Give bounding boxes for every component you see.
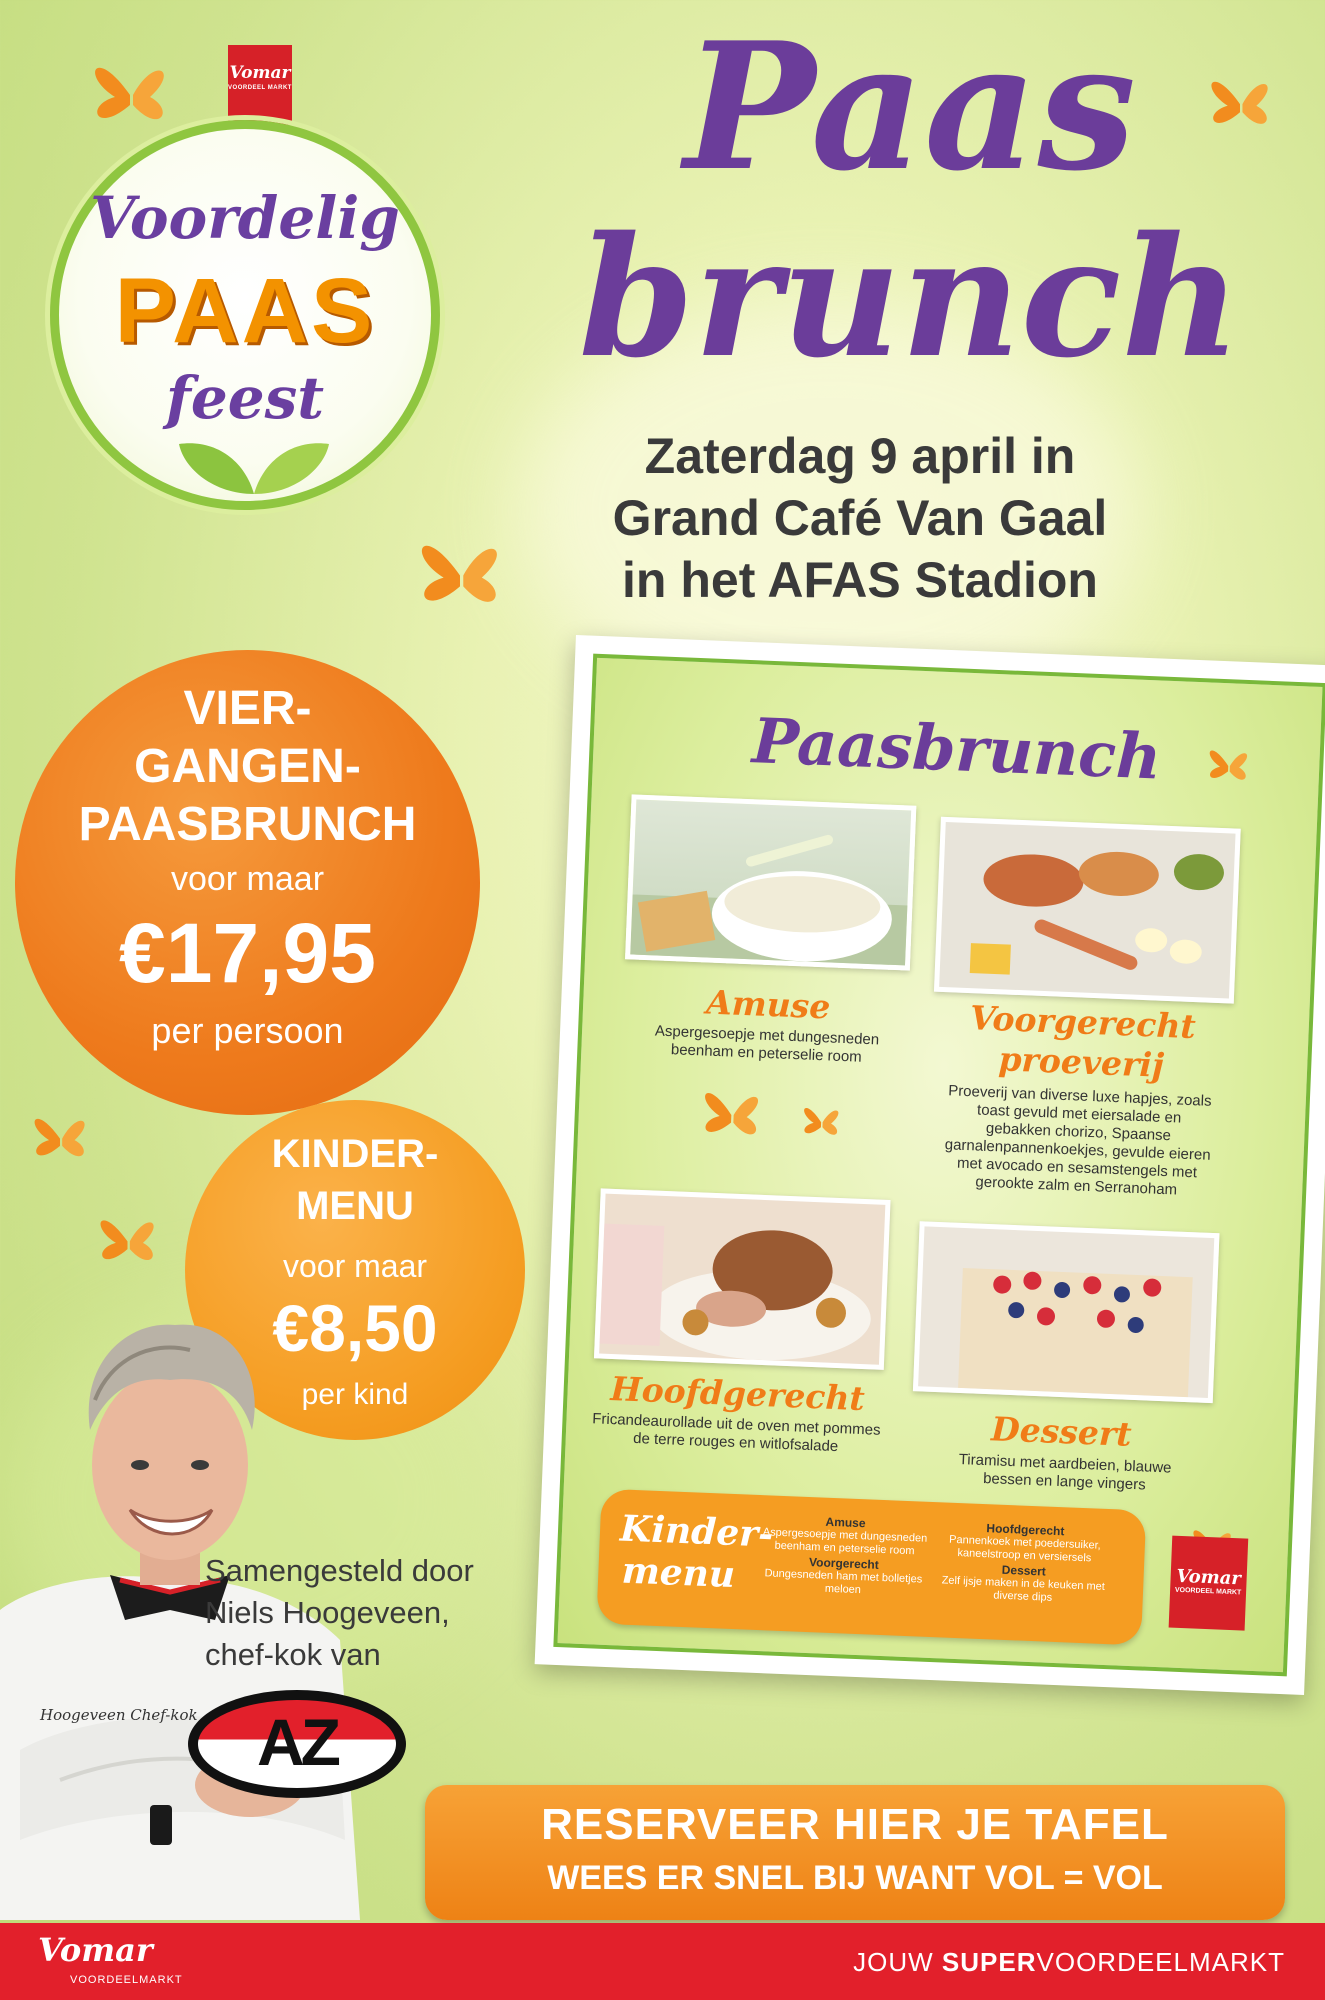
kids-dessert-desc: Zelf ijsje maken in de keuken met diverse dips (941, 1574, 1106, 1604)
course-hoofdgerecht-desc: Fricandeaurollade uit de oven met pommes de terre rouges en witlofsalade (591, 1410, 881, 1456)
reserve-table-label: RESERVEER HIER JE TAFEL (541, 1800, 1169, 1849)
voorgerecht-photo (934, 817, 1241, 1004)
chef-jacket-text: Hoogeveen Chef-kok (40, 1706, 198, 1724)
course-dessert-desc: Tiramisu met aardbeien, blauwe bessen en lange vingers (958, 1450, 1172, 1494)
menu-title: Paasbrunch (750, 704, 1163, 794)
footer-bar (0, 1923, 1325, 2000)
butterfly-icon (400, 510, 520, 630)
course-dessert-name: Dessert (990, 1409, 1133, 1454)
kids-dessert-name: Dessert (1001, 1562, 1047, 1579)
offer-kids-unit: per kind (301, 1378, 409, 1411)
offer-kids-price: €8,50 (272, 1291, 438, 1365)
slogan-suffix: VOORDEELMARKT (1036, 1947, 1285, 1977)
kids-voorgerecht-desc: Dungesneden ham met bolletjes meloen (764, 1567, 923, 1597)
slogan-bold: SUPER (941, 1947, 1037, 1977)
reserve-table-button[interactable] (425, 1785, 1285, 1920)
kids-hoofdgerecht-desc: Pannenkoek met poedersuiker, kaneelstroop en versiersels (948, 1533, 1101, 1565)
leaves-icon (174, 429, 334, 499)
headline-brunch: brunch (578, 200, 1242, 394)
event-location: in het AFAS Stadion (622, 552, 1098, 608)
offer-main-heading (15, 680, 480, 854)
menu-card-inner (553, 654, 1325, 1677)
butterfly-icon (20, 1095, 100, 1175)
course-voorgerecht-name: Voorgerecht proeverij (969, 998, 1197, 1085)
kids-col-left (758, 1511, 931, 1600)
kids-amuse-name: Amuse (825, 1514, 866, 1531)
event-venue: Grand Café Van Gaal (612, 490, 1108, 546)
offer-main-prefix: voor maar (170, 860, 325, 898)
butterfly-icon (687, 1067, 775, 1155)
offer-main-line-1: VIER- (183, 682, 312, 735)
offer-main-unit: per persoon (151, 1010, 344, 1051)
course-voorgerecht-desc: Proeverij van diverse luxe hapjes, zoals toast gevuld met eiersalade en gebakken chorizo, Spaanse garnalenpannenkoekjes, gevulde eieren met avocado en sesamstengels met gerookte zalm en Serranoham (944, 1082, 1212, 1199)
az-logo-text: AZ (257, 1705, 337, 1779)
kids-amuse-desc: Aspergesoepje met dungesneden beenham en peterselie room (762, 1526, 928, 1558)
credit-line-1: Samengesteld door (205, 1553, 474, 1588)
kindermenu-box (596, 1489, 1146, 1646)
credit-line-2: Niels Hoogeveen, (205, 1595, 450, 1630)
badge-line-3: feest (165, 364, 325, 432)
badge-line-2: PAAS (114, 260, 376, 362)
offer-kids-prefix: voor maar (282, 1248, 428, 1284)
offer-main-line-2: GANGEN- (134, 740, 361, 793)
offer-main-price: €17,95 (119, 906, 376, 1000)
kindermenu-label: Kinder-menu (619, 1507, 775, 1597)
event-date: Zaterdag 9 april in (644, 428, 1076, 484)
reserve-urgency-label: WEES ER SNEL BIJ WANT VOL = VOL (547, 1859, 1163, 1897)
headline-paas: Paas (683, 5, 1137, 210)
footer-vomar-logo: Vomar (38, 1931, 153, 1969)
vomar-logo-text: Vomar (229, 63, 291, 83)
butterfly-icon (1197, 732, 1259, 794)
vomar-logo-sub: VOORDEEL MARKT (228, 85, 292, 91)
tapas-image (939, 822, 1241, 1004)
offer-kids-line-2: MENU (296, 1184, 414, 1228)
butterfly-icon (75, 35, 185, 145)
kids-hoofdgerecht-name: Hoofdgerecht (986, 1521, 1065, 1539)
badge-line-1: Voordelig (90, 184, 400, 252)
voordelig-paasfeest-badge (50, 120, 440, 510)
credit-line-3: chef-kok van (205, 1637, 381, 1672)
course-amuse-desc: Aspergesoepje met dungesneden beenham en peterselie room (654, 1022, 880, 1066)
soup-image (630, 800, 917, 971)
roast-image (599, 1194, 891, 1370)
offer-main-circle (15, 650, 480, 1115)
vomar-card-logo-text: Vomar (1175, 1565, 1242, 1590)
butterfly-icon (793, 1091, 850, 1148)
amuse-photo (625, 794, 916, 970)
course-hoofdgerecht-name: Hoofdgerecht (609, 1368, 866, 1419)
vomar-card-logo (1169, 1536, 1249, 1631)
kids-voorgerecht-name: Voorgerecht (808, 1555, 880, 1572)
butterfly-icon (85, 1195, 170, 1280)
event-info (560, 425, 1160, 611)
offer-kids-line-1: KINDER- (271, 1132, 439, 1176)
vomar-logo (228, 45, 292, 125)
credit-text (205, 1550, 545, 1676)
vomar-card-logo-sub: VOORDEEL MARKT (1174, 1586, 1242, 1597)
dessert-photo (913, 1221, 1220, 1403)
slogan-prefix: JOUW (853, 1947, 942, 1977)
offer-kids-heading (185, 1128, 525, 1232)
course-amuse-name: Amuse (705, 982, 832, 1027)
footer-vomar-logo-sub: VOORDEELMARKT (70, 1974, 183, 1986)
footer-slogan (853, 1947, 1285, 1978)
az-club-logo (188, 1690, 406, 1798)
hoofdgerecht-photo (594, 1188, 891, 1370)
tiramisu-image (918, 1226, 1220, 1403)
offer-main-line-3: PAASBRUNCH (78, 798, 417, 851)
kids-col-right (938, 1518, 1111, 1607)
menu-card (535, 635, 1325, 1695)
